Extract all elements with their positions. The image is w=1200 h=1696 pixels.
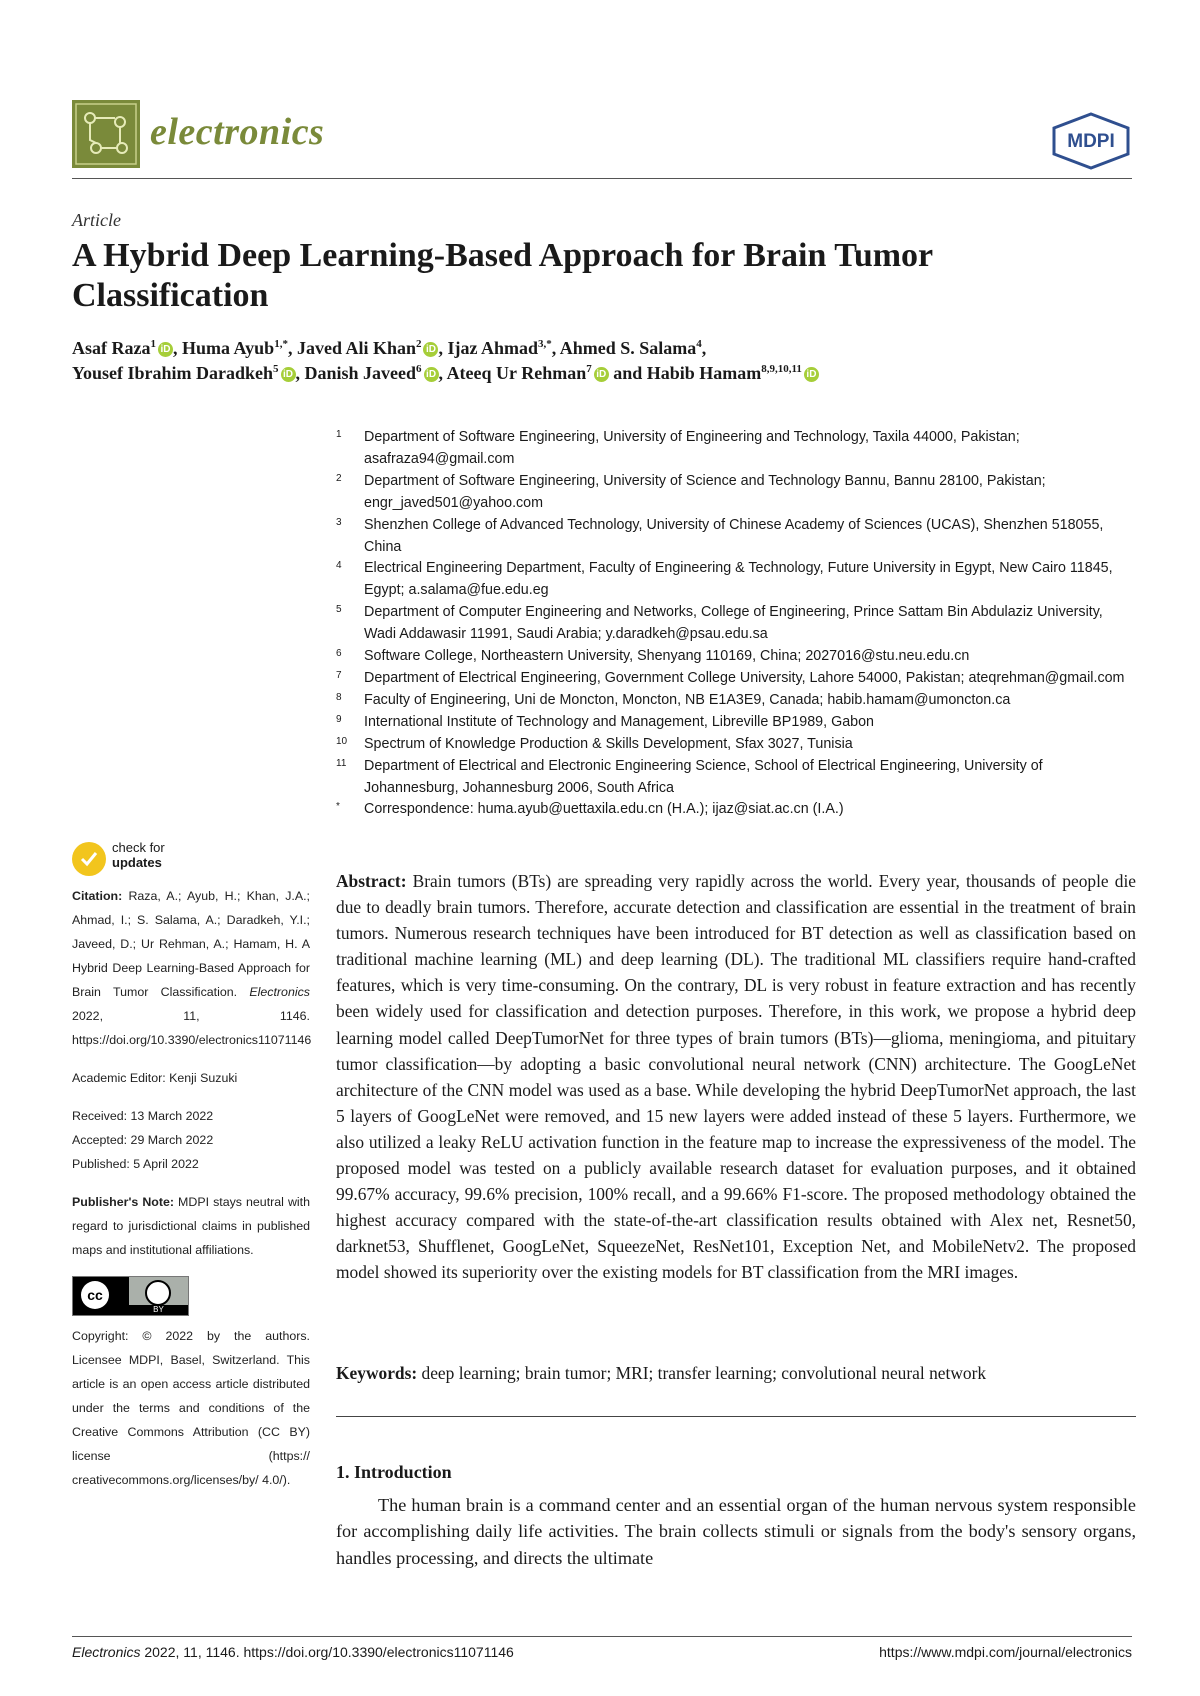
introduction-paragraph: The human brain is a command center and an essential organ of the human nervous system responsible for accomplishing daily life activities. The brain collects stimuli or signals from the body's sensory organs, handles processing, and directs the ultimate: [336, 1495, 1136, 1568]
affiliation-text: Faculty of Engineering, Uni de Moncton, Moncton, NB E1A3E9, Canada; habib.hamam@umoncton.ca: [364, 691, 1011, 708]
affiliation-item: [336, 712, 1136, 734]
affiliations: [336, 427, 1136, 821]
author-name[interactable]: Habib Hamam: [646, 363, 762, 383]
orcid-icon[interactable]: iD: [804, 367, 819, 382]
affiliation-text: Department of Electrical Engineering, Government College University, Lahore 54000, Pakistan; ateqrehman@gmail.com: [364, 669, 1125, 686]
affiliation-item: [336, 646, 1136, 668]
keywords: [336, 1360, 1136, 1386]
check-updates-line1: check for: [112, 840, 165, 855]
author-separator: ,: [551, 338, 560, 358]
affiliation-number: 9: [336, 713, 342, 725]
affiliation-item: [336, 558, 1136, 602]
affiliation-text: Spectrum of Knowledge Production & Skills Development, Sfax 3027, Tunisia: [364, 735, 853, 752]
keywords-label: Keywords:: [336, 1363, 418, 1383]
affiliation-item: [336, 602, 1136, 646]
author-affiliation-sup: 3,*: [538, 338, 552, 350]
by-label: BY: [129, 1305, 188, 1315]
journal-logo: [72, 100, 140, 168]
publishers-note: [72, 1190, 310, 1262]
author-separator: ,: [173, 338, 182, 358]
footer-journal-url[interactable]: https://www.mdpi.com/journal/electronics: [879, 1644, 1132, 1660]
abstract-text: Brain tumors (BTs) are spreading very rapidly across the world. Every year, thousands of people die due to deadly brain tumors. Therefore, accurate detection and classification are essential in the treatment of brain tumors. Numerous research techniques have been introduced for BT detection as well as classification based on traditional machine learning (ML) and deep learning (DL). The traditional ML classifiers require hand-crafted features, which is very time-consuming. On the contrary, DL is very robust in feature extraction and has recently been widely used for classification and detection purposes. Therefore, in this work, we propose a hybrid deep learning model called DeepTumorNet for three types of brain tumors (BTs)—glioma, meningioma, and pituitary tumor classification—by adopting a basic convolutional neural network (CNN) architecture. The GoogLeNet architecture of the CNN model was used as a base. While developing the hybrid DeepTumorNet approach, the last 5 layers of GoogLeNet were removed, and 15 new layers were added instead of these 5 layers. Furthermore, we also utilized a leaky ReLU activation function in the feature map to increase the expressiveness of the model. The proposed model was tested on a publicly available research dataset for evaluation purposes, and it obtained 99.67% accuracy, 99.6% precision, 100% recall, and a 99.66% F1-score. The proposed methodology obtained the highest accuracy compared with the state-of-the-art classification results obtained with Alex net, Resnet50, darknet53, Shufflenet, GoogLeNet, SqueezeNet, ResNet101, Exception Net, and MobileNetv2. The proposed model showed its superiority over the existing models for BT classification from the MRI images.: [336, 871, 1136, 1283]
affiliation-text: Department of Software Engineering, University of Engineering and Technology, Taxila 44000, Pakistan; asafraza94@gmail.com: [364, 429, 1020, 467]
footer-doi[interactable]: 2022, 11, 1146. https://doi.org/10.3390/electronics11071146: [144, 1644, 514, 1660]
affiliation-item: [336, 427, 1136, 471]
affiliation-item: [336, 799, 1136, 821]
published-date: Published: 5 April 2022: [72, 1157, 199, 1171]
affiliation-number: 2: [336, 472, 342, 484]
orcid-icon[interactable]: iD: [281, 367, 296, 382]
footer-journal: Electronics: [72, 1644, 141, 1660]
affiliation-text: Department of Software Engineering, University of Science and Technology Bannu, Bannu 28100, Pakistan; engr_javed501@yahoo.com: [364, 472, 1046, 511]
author-list: [72, 336, 1132, 386]
footer-rule: [72, 1636, 1132, 1637]
footer-citation: [72, 1644, 514, 1660]
affiliation-item: [336, 515, 1136, 559]
citation-text: Raza, A.; Ayub, H.; Khan, J.A.; Ahmad, I.; S. Salama, A.; Daradkeh, Y.I.; Javeed, D.; Ur Rehman, A.; Hamam, H. A Hybrid Deep Learning-Based Approach for Brain Tumor Classification.: [72, 889, 310, 999]
journal-name: electronics: [150, 111, 325, 153]
author-name[interactable]: Ahmed S. Salama: [559, 338, 697, 358]
author-name[interactable]: Yousef Ibrahim Daradkeh: [72, 363, 274, 383]
author-separator: ,: [287, 338, 297, 358]
affiliation-number: 11: [336, 757, 347, 769]
author-affiliation-sup: 8,9,10,11: [761, 363, 802, 375]
orcid-icon[interactable]: iD: [424, 367, 439, 382]
author-name[interactable]: Huma Ayub: [182, 338, 275, 358]
copyright-notice: Copyright: © 2022 by the authors. Licensee MDPI, Basel, Switzerland. This article is an open access article distributed under the terms and conditions of the Creative Commons Attribution (CC BY) license (https:// creativecommons.org/licenses/by/ 4.0/).: [72, 1329, 310, 1487]
check-updates-line2: updates: [112, 855, 162, 870]
author-separator: ,: [701, 338, 707, 358]
affiliation-number: 7: [336, 669, 342, 681]
author-affiliation-sup: 7: [586, 363, 592, 375]
author-name[interactable]: Javed Ali Khan: [296, 338, 416, 358]
author-separator: ,: [295, 363, 305, 383]
checkmark-icon: [72, 842, 106, 876]
publishers-note-text: MDPI stays neutral with regard to jurisdictional claims in published maps and institutional affiliations.: [72, 1195, 310, 1257]
affiliation-number: 4: [336, 560, 342, 572]
citation-journal: Electronics: [249, 985, 310, 999]
affiliation-item: [336, 734, 1136, 756]
citation-label: Citation:: [72, 889, 123, 903]
author-separator: ,: [438, 338, 448, 358]
section-heading-introduction: 1. Introduction: [336, 1462, 452, 1482]
sidebar: [72, 884, 310, 1492]
section-divider: [336, 1416, 1136, 1417]
affiliation-text: Shenzhen College of Advanced Technology, University of Chinese Academy of Sciences (UCAS), Shenzhen 518055, China: [364, 516, 1104, 555]
affiliation-text: Department of Electrical and Electronic Engineering Science, School of Electrical Engineering, University of Johannesburg, Johannesburg 2006, South Africa: [364, 757, 1043, 796]
orcid-icon[interactable]: iD: [158, 342, 173, 357]
abstract-label: Abstract:: [336, 871, 407, 891]
orcid-icon[interactable]: iD: [423, 342, 438, 357]
author-affiliation-sup: 1: [150, 338, 156, 350]
accepted-date: Accepted: 29 March 2022: [72, 1133, 214, 1147]
author-name[interactable]: Ijaz Ahmad: [447, 338, 538, 358]
affiliation-item: [336, 690, 1136, 712]
attribution-person-icon: [145, 1280, 171, 1306]
author-name[interactable]: Asaf Raza: [72, 338, 151, 358]
received-date: Received: 13 March 2022: [72, 1109, 214, 1123]
citation-year-doi[interactable]: 2022, 11, 1146. https://doi.org/10.3390/electronics11071146: [72, 1009, 312, 1047]
affiliation-number: 1: [336, 429, 342, 440]
author-separator: and: [608, 363, 647, 383]
affiliation-number: 10: [336, 735, 348, 747]
affiliation-number: *: [336, 801, 340, 813]
mdpi-logo: [1050, 112, 1132, 170]
affiliation-item: [336, 471, 1136, 515]
affiliation-text: Correspondence: huma.ayub@uettaxila.edu.cn (H.A.); ijaz@siat.ac.cn (I.A.): [364, 801, 844, 818]
academic-editor: Academic Editor: Kenji Suzuki: [72, 1071, 238, 1085]
author-affiliation-sup: 6: [416, 363, 422, 375]
author-separator: ,: [438, 363, 447, 383]
author-affiliation-sup: 2: [415, 338, 422, 350]
publishers-note-label: Publisher's Note:: [72, 1195, 174, 1209]
affiliation-number: 5: [336, 604, 342, 616]
check-for-updates-badge[interactable]: [72, 840, 202, 880]
article-title: A Hybrid Deep Learning-Based Approach for Brain Tumor Classification: [72, 237, 933, 314]
author-affiliation-sup: 1,*: [274, 338, 288, 350]
cc-by-license-icon[interactable]: [72, 1276, 189, 1316]
author-affiliation-sup: 4: [696, 338, 702, 350]
affiliation-text: Department of Computer Engineering and Networks, College of Engineering, Prince Sattam Bin Abdulaziz University, Wadi Addawasir 11991, Saudi Arabia; y.daradkeh@psau.edu.sa: [364, 604, 1103, 643]
orcid-icon[interactable]: iD: [594, 367, 609, 382]
affiliation-text: Electrical Engineering Department, Faculty of Engineering & Technology, Future University in Egypt, New Cairo 11845, Egypt; a.salama@fue.edu.eg: [364, 560, 1113, 599]
author-name[interactable]: Ateeq Ur Rehman: [446, 363, 587, 383]
abstract: [336, 868, 1136, 1286]
keywords-text: deep learning; brain tumor; MRI; transfer learning; convolutional neural network: [421, 1363, 987, 1383]
citation: [72, 884, 310, 1052]
affiliation-number: 8: [336, 691, 342, 703]
header-rule: [72, 178, 1132, 179]
affiliation-item: [336, 668, 1136, 690]
author-affiliation-sup: 5: [273, 363, 279, 375]
article-type: Article: [72, 210, 121, 230]
affiliation-text: International Institute of Technology and Management, Libreville BP1989, Gabon: [364, 713, 874, 730]
affiliation-text: Software College, Northeastern University, Shenyang 110169, China; 2027016@stu.neu.edu.cn: [364, 648, 970, 665]
affiliation-number: 3: [336, 516, 342, 528]
affiliation-number: 6: [336, 648, 342, 660]
cc-icon: cc: [81, 1281, 109, 1309]
affiliation-item: [336, 756, 1136, 800]
mdpi-logo-text: MDPI: [1067, 131, 1115, 152]
author-name[interactable]: Danish Javeed: [304, 363, 417, 383]
